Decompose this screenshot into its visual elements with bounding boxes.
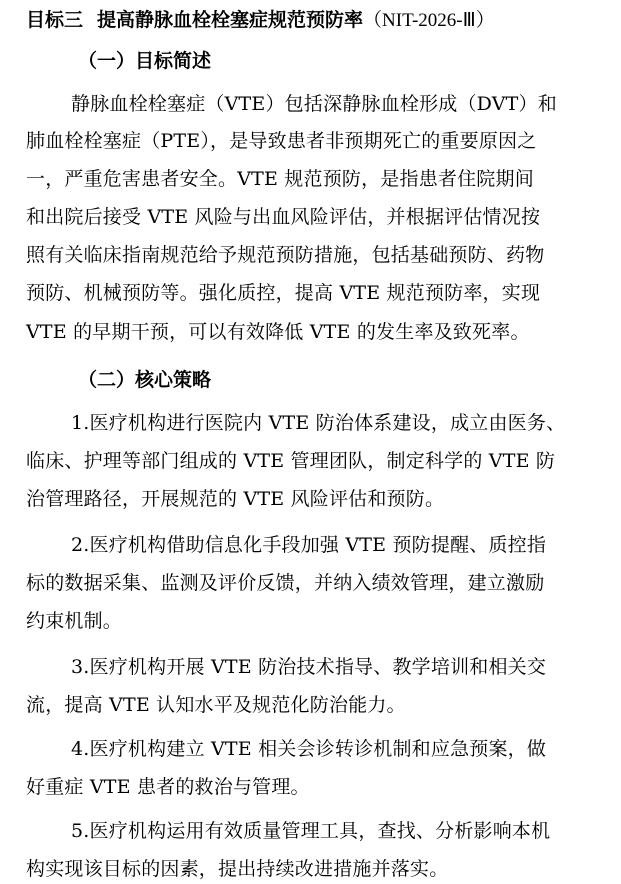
section-heading-overview: （一）目标简述 <box>78 50 212 72</box>
paragraph-line: 一，严重危害患者安全。VTE 规范预防，是指患者住院期间 <box>26 168 534 190</box>
section-heading-strategies: （二）核心策略 <box>78 369 212 391</box>
strategy-line: 好重症 VTE 患者的救治与管理。 <box>26 776 310 798</box>
target-title: 提高静脉血栓栓塞症规范预防率 <box>97 9 364 31</box>
strategy-line: 构实现该目标的因素，提出持续改进措施并落实。 <box>26 858 449 880</box>
strategy-line: 流，提高 VTE 认知水平及规范化防治能力。 <box>26 694 406 716</box>
strategy-line: 2.医疗机构借助信息化手段加强 VTE 预防提醒、质控指 <box>71 534 547 556</box>
paragraph-line: VTE 的早期干预，可以有效降低 VTE 的发生率及致死率。 <box>26 321 530 343</box>
target-code: （NIT-2026-Ⅲ） <box>363 10 495 31</box>
paragraph-line: 照有关临床指南规范给予规范预防措施，包括基础预防、药物 <box>26 244 545 266</box>
paragraph-line: 和出院后接受 VTE 风险与出血风险评估，并根据评估情况按 <box>26 206 541 228</box>
strategy-line: 5.医疗机构运用有效质量管理工具，查找、分析影响本机 <box>71 820 551 842</box>
target-heading <box>26 6 616 35</box>
strategy-line: 治管理路径，开展规范的 VTE 风险评估和预防。 <box>26 488 445 510</box>
strategy-line: 3.医疗机构开展 VTE 防治技术指导、教学培训和相关交 <box>71 656 547 678</box>
target-number: 目标三 <box>26 9 84 31</box>
paragraph-line: 静脉血栓栓塞症（VTE）包括深静脉血栓形成（DVT）和 <box>71 93 557 115</box>
paragraph-line: 预防、机械预防等。强化质控，提高 VTE 规范预防率，实现 <box>26 282 541 304</box>
strategy-line: 1.医疗机构进行医院内 VTE 防治体系建设，成立由医务、 <box>71 412 566 434</box>
strategy-line: 约束机制。 <box>26 610 123 632</box>
paragraph-line: 肺血栓栓塞症（PTE），是导致患者非预期死亡的重要原因之 <box>26 130 537 152</box>
strategy-line: 4.医疗机构建立 VTE 相关会诊转诊机制和应急预案，做 <box>71 738 547 760</box>
strategy-line: 标的数据采集、监测及评价反馈，并纳入绩效管理，建立激励 <box>26 572 545 594</box>
strategy-line: 临床、护理等部门组成的 VTE 管理团队，制定科学的 VTE 防 <box>26 450 556 472</box>
